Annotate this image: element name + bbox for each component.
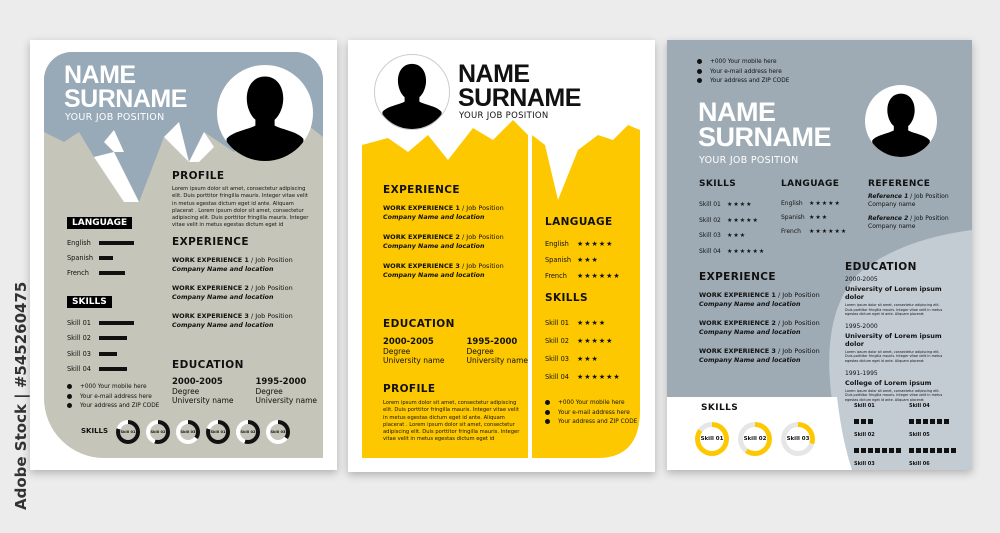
work-list bbox=[172, 254, 293, 338]
job-position-label: / Job Position bbox=[248, 284, 293, 292]
education-item bbox=[256, 378, 318, 405]
star-rating: ★★★★★ bbox=[727, 216, 759, 224]
education-school: University of Lorem ipsum dolor bbox=[845, 285, 942, 301]
job-position-label: / Job Position bbox=[248, 312, 293, 320]
language-row bbox=[781, 197, 847, 211]
square-skill bbox=[854, 432, 909, 457]
reference-item bbox=[868, 215, 949, 231]
work-title: WORK EXPERIENCE 1 bbox=[699, 291, 776, 299]
work-title: WORK EXPERIENCE 1 bbox=[172, 256, 249, 264]
surname: SURNAME bbox=[458, 84, 581, 112]
skill-label: Skill 05 bbox=[909, 432, 930, 438]
ring-label: Skill 01 bbox=[120, 429, 136, 434]
language-label: Spanish bbox=[67, 253, 94, 262]
skill-label: Skill 04 bbox=[67, 365, 91, 374]
education-degree: Degree bbox=[172, 387, 200, 396]
contact-item bbox=[67, 383, 159, 393]
education-degree: Degree bbox=[255, 387, 283, 396]
contact-item bbox=[697, 68, 789, 78]
job-position-label: / Job Position bbox=[775, 319, 820, 327]
skill-row bbox=[545, 350, 621, 368]
skills-heading: SKILLS bbox=[545, 292, 588, 304]
ring-center bbox=[786, 427, 810, 451]
education-text: Lorem ipsum dolor sit amet, consectetur adipiscing elit. Duis porttitor fringilla mauris. Integer vitae velit in metus egestas dictum eget id ante. Aliquam placerat bbox=[845, 388, 943, 402]
skill-label: Skill 01 bbox=[854, 403, 875, 409]
star-rating: ★★★★ bbox=[577, 319, 607, 327]
star-rating: ★★★★★★ bbox=[727, 247, 766, 255]
education-text: Lorem ipsum dolor sit amet, consectetur adipiscing elit. Duis porttitor fringilla mauris. Integer vitae velit in metus egestas dictum eget id ante. Aliquam placerat bbox=[845, 349, 943, 363]
star-rating: ★★★★ bbox=[727, 201, 753, 208]
company-name: Company Name and location bbox=[172, 266, 274, 273]
square-skill bbox=[909, 432, 964, 457]
ring-label: Skill 03 bbox=[786, 435, 810, 442]
bullet-icon bbox=[67, 403, 72, 408]
skill-ring bbox=[266, 420, 290, 444]
name: NAME bbox=[458, 60, 530, 88]
work-title: WORK EXPERIENCE 2 bbox=[172, 284, 249, 292]
education-heading: EDUCATION bbox=[845, 261, 917, 273]
ring-center bbox=[270, 424, 287, 441]
reference-line bbox=[868, 215, 949, 223]
work-title: WORK EXPERIENCE 3 bbox=[172, 312, 249, 320]
company-name: Company Name and location bbox=[383, 272, 485, 279]
education-degree: Degree bbox=[466, 347, 494, 356]
language-row bbox=[67, 250, 157, 265]
skill-level-bar bbox=[99, 352, 117, 356]
skill-row bbox=[67, 331, 157, 347]
level-square bbox=[909, 419, 914, 424]
reference-position: / Job Position bbox=[908, 215, 949, 222]
education-item bbox=[845, 370, 945, 403]
star-rating: ★★★ bbox=[577, 256, 599, 264]
skill-label: Skill 04 bbox=[909, 403, 930, 409]
language-row bbox=[545, 252, 621, 268]
company-name: Company Name and location bbox=[383, 243, 485, 250]
education-list bbox=[383, 338, 528, 365]
skills-bottom-heading: SKILLS bbox=[701, 403, 739, 413]
level-square bbox=[861, 448, 866, 453]
ring-label: Skill 01 bbox=[700, 435, 724, 442]
contact-item bbox=[67, 393, 159, 403]
profile-text: Lorem ipsum dolor sit amet, consectetur adipiscing elit. Duis porttitor fringilla mauris. Integer vitae velit in metus egestas dictum eget id ante. Aliquam placerat . Lorem ipsum dolor sit amet, consectetur adipiscing elit. Duis porttitor fringilla mauris. Integer vitae velit in metus egestas dictum eget id bbox=[383, 400, 520, 443]
label: Skill 04 bbox=[699, 247, 721, 255]
ring-label: Skill 03 bbox=[180, 429, 196, 434]
profile-photo bbox=[374, 54, 450, 130]
level-square bbox=[875, 448, 880, 453]
skill-row bbox=[67, 362, 157, 378]
ring-center bbox=[743, 427, 767, 451]
star-rating: ★★★★★ bbox=[577, 337, 614, 345]
label: Spanish bbox=[781, 214, 805, 221]
education-text: Lorem ipsum dolor sit amet, consectetur adipiscing elit. Duis porttitor fringilla mauris. Integer vitae velit in metus egestas dictum eget id ante. Aliquam placerat bbox=[845, 303, 943, 317]
education-item bbox=[845, 276, 945, 317]
ring-label: Skill 02 bbox=[240, 429, 256, 434]
skill-level-squares bbox=[854, 467, 909, 470]
education-heading: EDUCATION bbox=[172, 359, 244, 371]
education-list bbox=[845, 276, 945, 408]
work-title-line bbox=[699, 289, 820, 301]
reference-position: / Job Position bbox=[908, 193, 949, 200]
job-position-label: / Job Position bbox=[248, 256, 293, 264]
company-name: Company Name and location bbox=[172, 294, 274, 301]
skill-ring bbox=[116, 420, 140, 444]
job-position: YOUR JOB POSITION bbox=[65, 112, 165, 123]
language-label: English bbox=[67, 238, 91, 247]
skill-label: Skill 02 bbox=[545, 337, 569, 345]
education-years: 1991-1995 bbox=[845, 369, 878, 377]
level-square bbox=[930, 448, 935, 453]
contact-text: +000 Your mobile here bbox=[80, 384, 147, 390]
work-item bbox=[383, 231, 504, 250]
level-square bbox=[916, 448, 921, 453]
contact-text: Your address and ZIP CODE bbox=[80, 403, 160, 409]
language-heading: LANGUAGE bbox=[545, 216, 613, 228]
skill-row bbox=[67, 315, 157, 331]
work-title: WORK EXPERIENCE 3 bbox=[699, 347, 776, 355]
work-item bbox=[699, 317, 820, 336]
reference-item bbox=[868, 193, 949, 209]
ring-label: Skill 02 bbox=[150, 429, 166, 434]
skill-row bbox=[545, 314, 621, 332]
experience-heading: EXPERIENCE bbox=[172, 236, 249, 248]
language-label: Spanish bbox=[545, 256, 572, 264]
level-square bbox=[944, 419, 949, 424]
ring-center bbox=[150, 424, 167, 441]
ring-label: Skill 02 bbox=[743, 435, 767, 442]
education-list bbox=[172, 378, 317, 405]
star-rating: ★★★★★ bbox=[577, 240, 614, 248]
profile-photo bbox=[217, 65, 313, 161]
work-title-line bbox=[383, 260, 504, 272]
work-title-line bbox=[699, 317, 820, 329]
ring-label: Skill 03 bbox=[270, 429, 286, 434]
language-level-bar bbox=[99, 256, 113, 260]
language-level-bar bbox=[99, 271, 125, 275]
level-square bbox=[937, 448, 942, 453]
level-square bbox=[923, 448, 928, 453]
skill-row bbox=[67, 346, 157, 362]
work-title-line bbox=[172, 310, 293, 322]
level-square bbox=[909, 448, 914, 453]
language-heading: LANGUAGE bbox=[67, 217, 132, 229]
star-rating: ★★★ bbox=[727, 232, 747, 239]
work-item bbox=[172, 282, 293, 301]
skill-row bbox=[545, 332, 621, 350]
label: English bbox=[781, 200, 803, 207]
skill-level-squares bbox=[854, 409, 909, 428]
experience-heading: EXPERIENCE bbox=[383, 184, 460, 196]
skill-label: Skill 03 bbox=[67, 349, 91, 358]
work-title-line bbox=[699, 345, 820, 357]
education-school: University of Lorem ipsum dolor bbox=[845, 331, 942, 348]
level-square bbox=[937, 419, 942, 424]
contact-list bbox=[697, 58, 789, 87]
skill-label: Skill 03 bbox=[854, 461, 875, 467]
contact-item bbox=[545, 399, 637, 409]
work-title: WORK EXPERIENCE 3 bbox=[383, 262, 460, 270]
profile-heading: PROFILE bbox=[383, 383, 436, 395]
contact-text: Your e-mail address here bbox=[80, 393, 152, 400]
resume-template-gray bbox=[30, 40, 337, 470]
reference-line bbox=[868, 193, 949, 201]
work-list bbox=[383, 202, 504, 289]
reference-company: Company name bbox=[868, 223, 916, 230]
language-label: English bbox=[545, 240, 569, 248]
level-square bbox=[923, 419, 928, 424]
company-name: Company Name and location bbox=[172, 322, 274, 329]
contact-text: Your address and ZIP CODE bbox=[710, 78, 790, 84]
language-row bbox=[545, 268, 621, 284]
contact-text: Your e-mail address here bbox=[558, 409, 630, 416]
work-item bbox=[699, 345, 820, 364]
company-name: Company Name and location bbox=[699, 329, 801, 336]
education-item bbox=[467, 338, 529, 365]
education-school: University name bbox=[466, 356, 528, 365]
skill-label: Skill 01 bbox=[545, 319, 569, 327]
work-title-line bbox=[172, 282, 293, 294]
contact-list bbox=[67, 383, 159, 412]
bullet-icon bbox=[545, 410, 550, 415]
bullet-icon bbox=[697, 69, 702, 74]
work-title-line bbox=[383, 231, 504, 243]
ring-center bbox=[210, 424, 227, 441]
education-school: University name bbox=[172, 396, 234, 405]
work-item bbox=[172, 310, 293, 329]
bullet-icon bbox=[697, 78, 702, 83]
education-years: 2000-2005 bbox=[172, 377, 223, 387]
language-label: French bbox=[545, 272, 567, 280]
square-skills bbox=[854, 403, 964, 470]
language-list bbox=[67, 235, 157, 280]
level-square bbox=[944, 448, 949, 453]
contact-item bbox=[697, 58, 789, 68]
skill-rings bbox=[695, 422, 835, 458]
skills-heading: SKILLS bbox=[699, 179, 737, 189]
contact-list bbox=[545, 399, 637, 428]
level-square bbox=[854, 448, 859, 453]
work-title: WORK EXPERIENCE 2 bbox=[383, 233, 460, 241]
skill-row bbox=[699, 228, 765, 244]
contact-text: +000 Your mobile here bbox=[710, 59, 777, 65]
profile-text: Lorem ipsum dolor sit amet, consectetur adipiscing elit. Duis porttitor fringilla mauris. Integer vitae velit in metus egestas dictum eget id ante. Aliquam placerat . Lorem ipsum dolor sit amet, consectetur adipiscing elit. Duis porttitor fringilla mauris. Integer vitae velit in metus egestas dictum eget id bbox=[172, 186, 309, 229]
skill-level-bar bbox=[99, 367, 127, 371]
reference-heading: REFERENCE bbox=[868, 179, 931, 189]
ring-label: Skill 01 bbox=[210, 429, 226, 434]
work-item bbox=[383, 260, 504, 279]
education-item bbox=[383, 338, 445, 365]
language-heading: LANGUAGE bbox=[781, 179, 840, 189]
language-row bbox=[781, 225, 847, 239]
resume-template-yellow bbox=[348, 40, 655, 472]
job-position-label: / Job Position bbox=[459, 233, 504, 241]
language-row bbox=[67, 235, 157, 250]
contact-text: Your e-mail address here bbox=[710, 68, 782, 75]
level-square bbox=[861, 419, 866, 424]
language-label: French bbox=[67, 268, 89, 277]
level-square bbox=[854, 419, 859, 424]
bullet-icon bbox=[67, 394, 72, 399]
skill-ring bbox=[236, 420, 260, 444]
ring-center bbox=[120, 424, 137, 441]
work-title: WORK EXPERIENCE 1 bbox=[383, 204, 460, 212]
level-square bbox=[896, 448, 901, 453]
skill-ring bbox=[781, 422, 815, 456]
square-skill bbox=[909, 403, 964, 428]
label: Skill 02 bbox=[699, 216, 721, 224]
language-list bbox=[781, 197, 847, 239]
skill-ring bbox=[695, 422, 729, 456]
reference-list bbox=[868, 193, 949, 237]
square-skill bbox=[909, 461, 964, 470]
work-item bbox=[172, 254, 293, 273]
square-skill bbox=[854, 461, 909, 470]
education-years: 2000-2005 bbox=[845, 276, 878, 283]
education-years: 1995-2000 bbox=[255, 377, 307, 387]
experience-heading: EXPERIENCE bbox=[699, 271, 776, 283]
work-item bbox=[699, 289, 820, 308]
work-title-line bbox=[172, 254, 293, 266]
surname: SURNAME bbox=[64, 85, 187, 113]
skill-row bbox=[545, 368, 621, 386]
education-school: University name bbox=[255, 396, 317, 405]
skill-level-squares bbox=[909, 467, 964, 470]
label: French bbox=[781, 228, 801, 235]
company-name: Company Name and location bbox=[699, 357, 801, 364]
watermark-vertical-text: Adobe Stock | #545260475 bbox=[12, 281, 30, 510]
skill-label: Skill 01 bbox=[67, 318, 91, 327]
star-rating: ★★★ bbox=[809, 214, 829, 221]
label: Skill 01 bbox=[699, 201, 721, 208]
name: NAME bbox=[64, 61, 136, 89]
level-square bbox=[916, 419, 921, 424]
ring-center bbox=[700, 427, 724, 451]
ring-center bbox=[180, 424, 197, 441]
reference-title: Reference 1 bbox=[868, 193, 909, 200]
level-square bbox=[868, 419, 873, 424]
education-item bbox=[845, 323, 945, 364]
job-position-label: / Job Position bbox=[775, 347, 820, 355]
skill-ring bbox=[146, 420, 170, 444]
language-row bbox=[67, 265, 157, 280]
square-skill bbox=[854, 403, 909, 428]
level-square bbox=[930, 419, 935, 424]
education-degree: Degree bbox=[383, 347, 411, 356]
surname: SURNAME bbox=[698, 122, 832, 152]
reference-title: Reference 2 bbox=[868, 215, 909, 222]
skill-ring bbox=[176, 420, 200, 444]
skills-bottom-heading: SKILLS bbox=[81, 427, 109, 435]
company-name: Company Name and location bbox=[699, 301, 801, 308]
education-school: College of Lorem ipsum bbox=[845, 378, 932, 387]
label: Skill 03 bbox=[699, 232, 721, 239]
skill-label: Skill 02 bbox=[854, 432, 875, 438]
education-years: 1995-2000 bbox=[845, 322, 878, 330]
education-school: University name bbox=[383, 356, 445, 365]
work-title: WORK EXPERIENCE 2 bbox=[699, 319, 776, 327]
job-position: YOUR JOB POSITION bbox=[459, 111, 549, 121]
language-level-bar bbox=[99, 241, 134, 245]
name: NAME bbox=[698, 97, 776, 127]
skill-label: Skill 03 bbox=[545, 355, 569, 363]
profile-photo bbox=[865, 85, 937, 157]
education-item bbox=[172, 378, 234, 405]
bullet-icon bbox=[545, 419, 550, 424]
skills-list bbox=[545, 314, 621, 386]
skill-level-squares bbox=[854, 438, 909, 457]
skill-label: Skill 06 bbox=[909, 461, 930, 467]
bullet-icon bbox=[67, 384, 72, 389]
level-square bbox=[882, 448, 887, 453]
skill-ring bbox=[206, 420, 230, 444]
resume-template-slate bbox=[667, 40, 972, 470]
skill-level-squares bbox=[909, 438, 964, 457]
contact-text: +000 Your mobile here bbox=[558, 400, 625, 406]
education-years: 1995-2000 bbox=[466, 337, 518, 347]
contact-item bbox=[545, 418, 637, 428]
language-row bbox=[781, 211, 847, 225]
work-list bbox=[699, 289, 820, 373]
job-position: YOUR JOB POSITION bbox=[699, 155, 799, 166]
company-name: Company Name and location bbox=[383, 214, 485, 221]
education-heading: EDUCATION bbox=[383, 318, 455, 330]
level-square bbox=[889, 448, 894, 453]
language-list bbox=[545, 236, 621, 284]
skill-row bbox=[699, 213, 765, 229]
job-position-label: / Job Position bbox=[459, 204, 504, 212]
bullet-icon bbox=[545, 400, 550, 405]
skill-row bbox=[699, 197, 765, 213]
profile-heading: PROFILE bbox=[172, 170, 225, 182]
skill-ring bbox=[738, 422, 772, 456]
contact-item bbox=[545, 409, 637, 419]
level-square bbox=[951, 448, 956, 453]
star-rating: ★★★★★★ bbox=[809, 228, 848, 235]
ring-center bbox=[240, 424, 257, 441]
language-row bbox=[545, 236, 621, 252]
star-rating: ★★★★★★ bbox=[577, 272, 621, 280]
skills-list bbox=[67, 315, 157, 377]
skill-row bbox=[699, 244, 765, 260]
contact-text: Your address and ZIP CODE bbox=[558, 419, 638, 425]
star-rating: ★★★★★★ bbox=[577, 373, 621, 381]
contact-item bbox=[67, 402, 159, 412]
star-rating: ★★★ bbox=[577, 355, 599, 363]
level-square bbox=[868, 448, 873, 453]
skill-level-bar bbox=[99, 321, 134, 325]
work-title-line bbox=[383, 202, 504, 214]
star-rating: ★★★★★ bbox=[809, 200, 841, 207]
job-position-label: / Job Position bbox=[459, 262, 504, 270]
skill-label: Skill 04 bbox=[545, 373, 569, 381]
skill-level-bar bbox=[99, 336, 127, 340]
job-position-label: / Job Position bbox=[775, 291, 820, 299]
skill-level-squares bbox=[909, 409, 964, 428]
bullet-icon bbox=[697, 59, 702, 64]
skills-list bbox=[699, 197, 765, 259]
skills-heading: SKILLS bbox=[67, 296, 112, 308]
reference-company: Company name bbox=[868, 201, 916, 208]
work-item bbox=[383, 202, 504, 221]
skill-label: Skill 02 bbox=[67, 334, 91, 343]
education-years: 2000-2005 bbox=[383, 337, 434, 347]
contact-item bbox=[697, 77, 789, 87]
skill-rings bbox=[116, 420, 296, 444]
